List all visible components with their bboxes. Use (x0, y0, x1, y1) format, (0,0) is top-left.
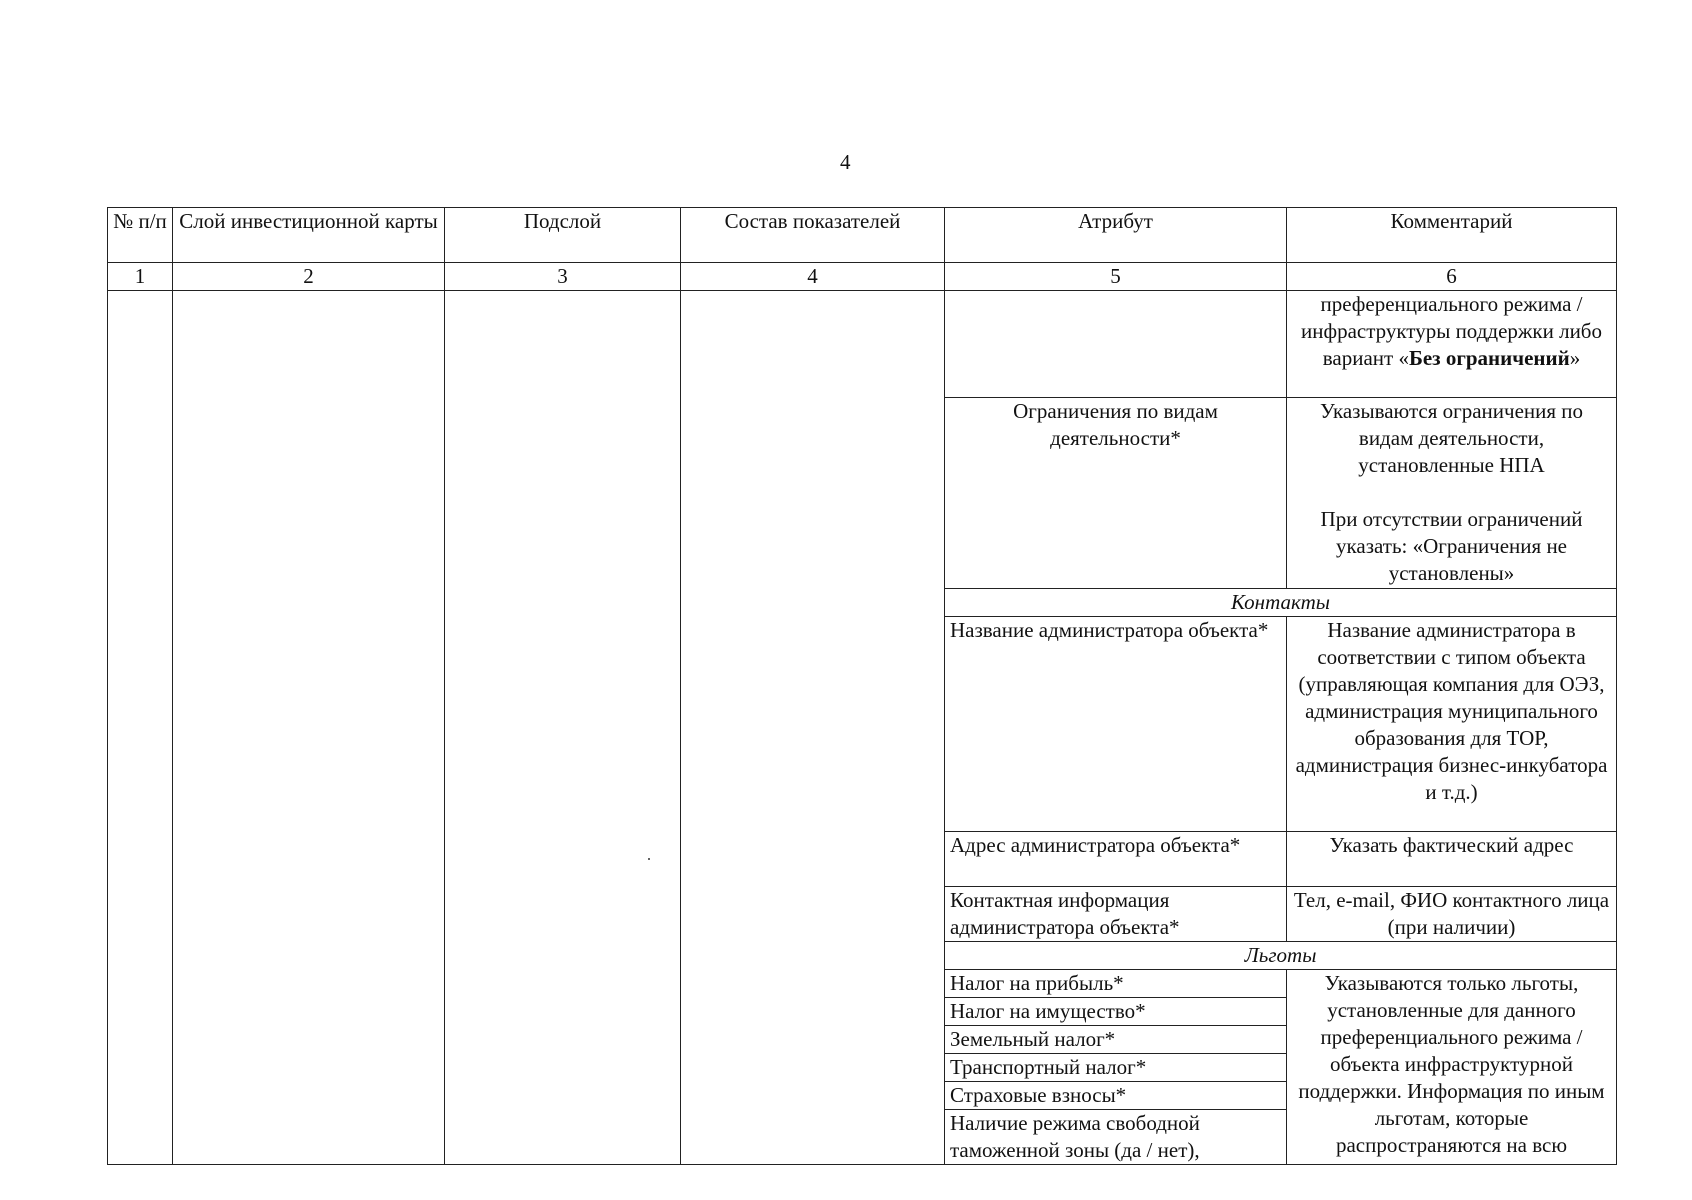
insurance-attribute: Страховые взносы* (945, 1082, 1287, 1110)
column-number: 6 (1287, 263, 1617, 291)
tax-transport-attribute: Транспортный налог* (945, 1054, 1287, 1082)
cell-number-empty (108, 291, 173, 1165)
comment-continuation (1287, 291, 1617, 398)
section-contacts-title: Контакты (945, 589, 1617, 617)
column-number: 4 (681, 263, 945, 291)
column-number: 1 (108, 263, 173, 291)
header-number: № п/п (108, 208, 173, 263)
admin-address-attribute: Адрес администратора объекта* (945, 832, 1287, 887)
comment-continuation-tail: » (1569, 346, 1581, 370)
admin-address-comment: Указать фактический адрес (1287, 832, 1617, 887)
tax-profit-attribute: Налог на прибыль* (945, 970, 1287, 998)
page-number: 4 (840, 150, 851, 174)
admin-contact-attribute: Контактная информация администратора объекта* (945, 887, 1287, 942)
restrictions-comment-text-1: Указываются ограничения по видам деятельности, установленные НПА (1319, 399, 1584, 477)
customs-zone-attribute: Наличие режима свободной таможенной зоны (да / нет), (945, 1110, 1287, 1165)
column-number: 2 (173, 263, 445, 291)
cell-indicators-empty (681, 291, 945, 1165)
investment-map-table (107, 207, 1617, 1165)
restrictions-comment (1287, 398, 1617, 589)
tax-land-attribute: Земельный налог* (945, 1026, 1287, 1054)
header-sublayer: Подслой (445, 208, 681, 263)
restrictions-comment-text-2: При отсутствии ограничений указать: «Ограничения не установлены» (1320, 507, 1583, 585)
attribute-cell-empty (945, 291, 1287, 398)
comment-continuation-text: преференциального режима / инфраструктуры поддержки либо вариант « (1301, 292, 1602, 370)
admin-name-comment: Название администратора в соответствии с типом объекта (управляющая компания для ОЭЗ, администрация муниципального образования для ТОР, администрация бизнес-инкубатора и т.д.) (1287, 617, 1617, 832)
cell-layer-empty (173, 291, 445, 1165)
header-attribute: Атрибут (945, 208, 1287, 263)
header-layer: Слой инвестиционной карты (173, 208, 445, 263)
benefits-comment: Указываются только льготы, установленные для данного преференциального режима / объекта инфраструктурной поддержки. Информация по иным льготам, которые распространяются на всю (1287, 970, 1617, 1165)
restrictions-attribute: Ограничения по видам деятельности* (945, 398, 1287, 589)
admin-contact-comment: Тел, e-mail, ФИО контактного лица (при наличии) (1287, 887, 1617, 942)
table-row (108, 291, 1617, 398)
column-number-row (108, 263, 1617, 291)
cell-sublayer-empty (445, 291, 681, 1165)
paragraph-spacer (1292, 479, 1611, 506)
tax-property-attribute: Налог на имущество* (945, 998, 1287, 1026)
section-benefits-title: Льготы (945, 942, 1617, 970)
table-header-row (108, 208, 1617, 263)
column-number: 3 (445, 263, 681, 291)
admin-name-attribute: Название администратора объекта* (945, 617, 1287, 832)
column-number: 5 (945, 263, 1287, 291)
comment-continuation-bold: Без ограничений (1408, 346, 1570, 370)
header-comment: Комментарий (1287, 208, 1617, 263)
header-indicators: Состав показателей (681, 208, 945, 263)
